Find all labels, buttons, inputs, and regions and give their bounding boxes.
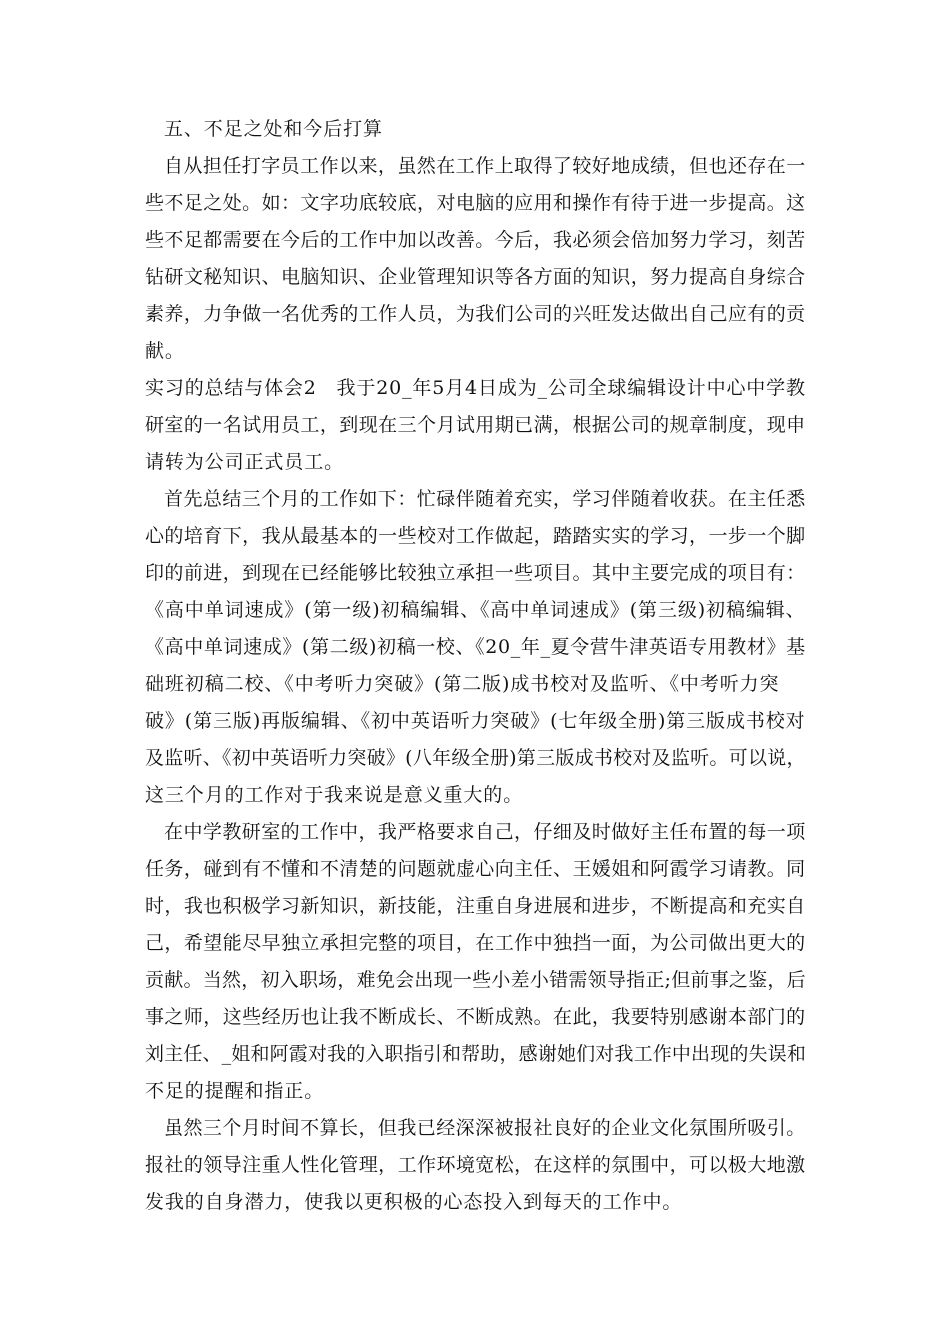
paragraph-line: 献。 [145, 340, 185, 362]
paragraph-line: 础班初稿二校、《中考听力突破》(第二版)成书校对及监听、《中考听力突 [145, 673, 780, 695]
paragraph-line: 素养，力争做一名优秀的工作人员，为我们公司的兴旺发达做出自己应有的贡 [145, 303, 806, 325]
paragraph-line: 《高中单词速成》(第二级)初稿一校、《20_年_夏令营牛津英语专用教材》基 [145, 636, 806, 658]
paragraph-line: 些不足都需要在今后的工作中加以改善。今后，我必须会倍加努力学习，刻苦 [145, 229, 806, 251]
paragraph-line: 贡献。当然，初入职场，难免会出现一些小差小错需领导指正;但前事之鉴，后 [145, 969, 806, 991]
paragraph-line: 及监听、《初中英语听力突破》(八年级全册)第三版成书校对及监听。可以说， [145, 747, 806, 769]
paragraph-line: 任务，碰到有不懂和不清楚的问题就虚心向主任、王媛姐和阿霞学习请教。同 [145, 858, 806, 880]
paragraph-line: 些不足之处。如：文字功底较底，对电脑的应用和操作有待于进一步提高。这 [145, 192, 806, 214]
paragraph-line: 请转为公司正式员工。 [145, 451, 345, 473]
paragraph-line: 刘主任、_姐和阿霞对我的入职指引和帮助，感谢她们对我工作中出现的失误和 [145, 1043, 807, 1065]
paragraph-line: 发我的自身潜力，使我以更积极的心态投入到每天的工作中。 [145, 1191, 683, 1213]
section-heading: 五、不足之处和今后打算 [164, 118, 383, 140]
paragraph-line: 这三个月的工作对于我来说是意义重大的。 [145, 784, 524, 806]
paragraph-line: 研室的一名试用员工，到现在三个月试用期已满，根据公司的规章制度，现申 [145, 414, 806, 436]
paragraph-line: 自从担任打字员工作以来，虽然在工作上取得了较好地成绩，但也还存在一 [164, 155, 806, 177]
paragraph-line: 实习的总结与体会2 我于20_年5月4日成为_公司全球编辑设计中心中学教 [145, 377, 806, 399]
paragraph-line: 心的培育下，我从最基本的一些校对工作做起，踏踏实实的学习，一步一个脚 [145, 525, 806, 547]
paragraph-line: 报社的领导注重人性化管理，工作环境宽松，在这样的氛围中，可以极大地激 [145, 1154, 806, 1176]
paragraph-line: 在中学教研室的工作中，我严格要求自己，仔细及时做好主任布置的每一项 [164, 821, 806, 843]
paragraph-line: 时，我也积极学习新知识，新技能，注重自身进展和进步，不断提高和充实自 [145, 895, 806, 917]
paragraph-line: 首先总结三个月的工作如下：忙碌伴随着充实，学习伴随着收获。在主任悉 [164, 488, 806, 510]
paragraph-line: 印的前进，到现在已经能够比较独立承担一些项目。其中主要完成的项目有： [145, 562, 806, 584]
paragraph-line: 虽然三个月时间不算长，但我已经深深被报社良好的企业文化氛围所吸引。 [164, 1117, 806, 1139]
paragraph-line: 《高中单词速成》(第一级)初稿编辑、《高中单词速成》(第三级)初稿编辑、 [145, 599, 806, 621]
paragraph-line: 破》(第三版)再版编辑、《初中英语听力突破》(七年级全册)第三版成书校对 [145, 710, 806, 732]
paragraph-line: 钻研文秘知识、电脑知识、企业管理知识等各方面的知识，努力提高自身综合 [145, 266, 806, 288]
paragraph-line: 不足的提醒和指正。 [145, 1080, 325, 1102]
paragraph-line: 事之师，这些经历也让我不断成长、不断成熟。在此，我要特别感谢本部门的 [145, 1006, 806, 1028]
paragraph-line: 己，希望能尽早独立承担完整的项目，在工作中独挡一面，为公司做出更大的 [145, 932, 806, 954]
